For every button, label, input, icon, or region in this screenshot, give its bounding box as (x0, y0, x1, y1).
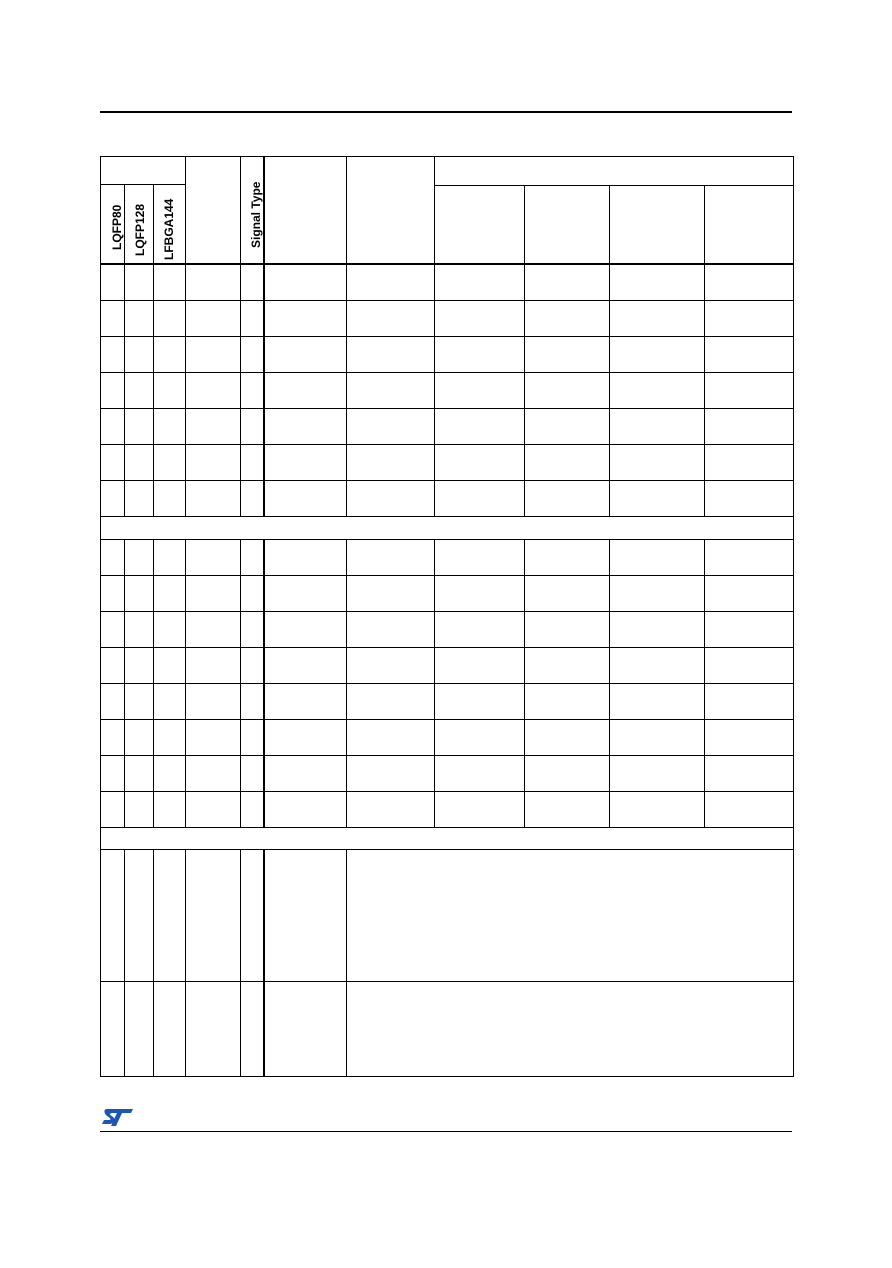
st-logo (100, 1105, 136, 1129)
column-header-lqfp128: LQFP128 (133, 203, 147, 256)
column-header-lfbga144: LFBGA144 (162, 198, 176, 260)
column-header-lqfp80: LQFP80 (110, 204, 124, 250)
footer-rule (100, 1131, 792, 1132)
column-header-signal-type: Signal Type (249, 181, 263, 248)
